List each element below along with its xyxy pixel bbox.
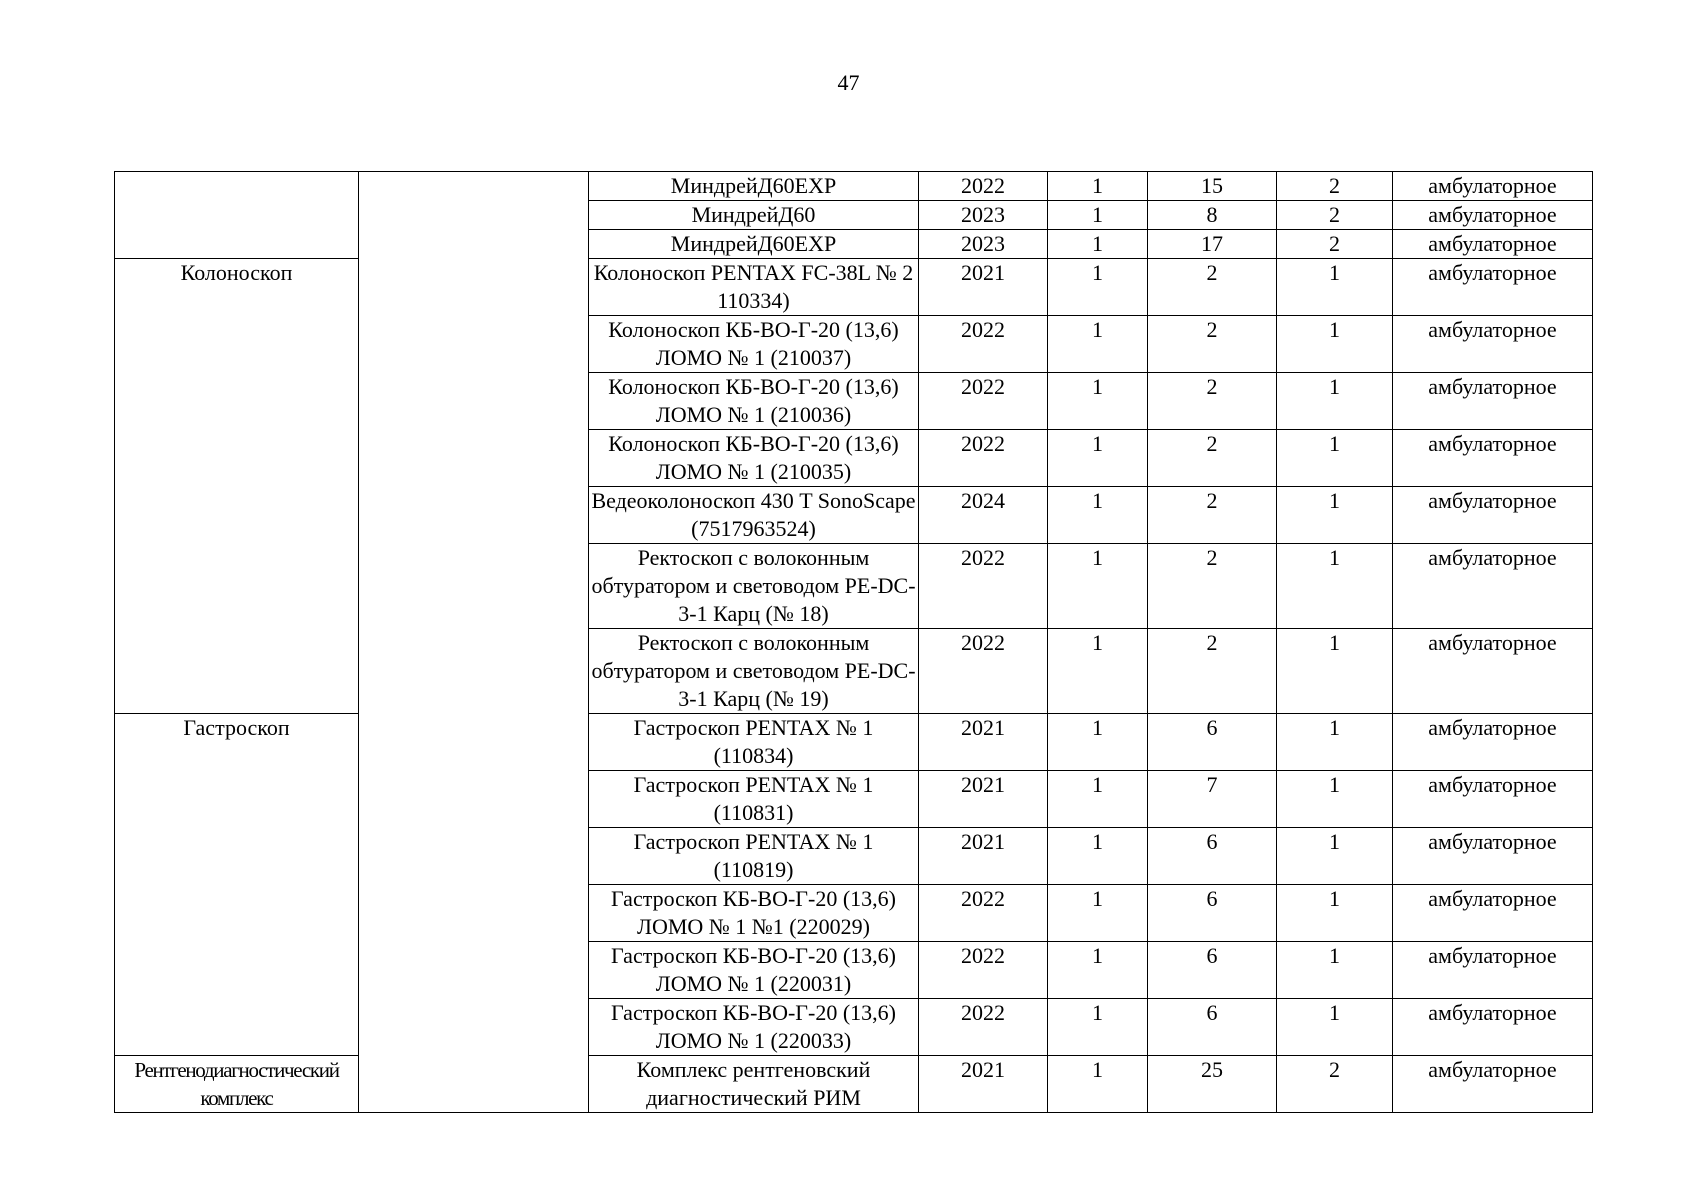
value-cell-1: 15: [1148, 172, 1277, 201]
quantity-cell: 1: [1048, 172, 1148, 201]
equipment-name: Ведеоколоноскоп 430 T SonoScape (7517963524): [589, 487, 919, 544]
equipment-name: Гастроскоп КБ-ВО-Г-20 (13,6) ЛОМО № 1 (220033): [589, 999, 919, 1056]
year-cell: 2022: [919, 942, 1048, 999]
value-cell-1: 2: [1148, 316, 1277, 373]
year-cell: 2022: [919, 885, 1048, 942]
value-cell-1: 6: [1148, 828, 1277, 885]
value-cell-2: 1: [1277, 259, 1393, 316]
year-cell: 2021: [919, 1056, 1048, 1113]
quantity-cell: 1: [1048, 714, 1148, 771]
quantity-cell: 1: [1048, 771, 1148, 828]
value-cell-1: 6: [1148, 714, 1277, 771]
equipment-name: Ректоскоп с волоконным обтуратором и световодом PE-DC-3-1 Карц (№ 19): [589, 629, 919, 714]
quantity-cell: 1: [1048, 999, 1148, 1056]
care-type-cell: амбулаторное: [1393, 373, 1593, 430]
care-type-cell: амбулаторное: [1393, 172, 1593, 201]
equipment-name: Ректоскоп с волоконным обтуратором и световодом PE-DC-3-1 Карц (№ 18): [589, 544, 919, 629]
value-cell-2: 1: [1277, 430, 1393, 487]
category-cell: Колоноскоп: [115, 259, 359, 714]
year-cell: 2022: [919, 316, 1048, 373]
value-cell-1: 6: [1148, 942, 1277, 999]
value-cell-2: 1: [1277, 714, 1393, 771]
value-cell-1: 2: [1148, 373, 1277, 430]
care-type-cell: амбулаторное: [1393, 230, 1593, 259]
year-cell: 2022: [919, 999, 1048, 1056]
care-type-cell: амбулаторное: [1393, 1056, 1593, 1113]
value-cell-1: 2: [1148, 487, 1277, 544]
care-type-cell: амбулаторное: [1393, 544, 1593, 629]
value-cell-2: 1: [1277, 544, 1393, 629]
care-type-cell: амбулаторное: [1393, 430, 1593, 487]
care-type-cell: амбулаторное: [1393, 828, 1593, 885]
equipment-name: МиндрейД60EXP: [589, 230, 919, 259]
quantity-cell: 1: [1048, 201, 1148, 230]
year-cell: 2023: [919, 230, 1048, 259]
quantity-cell: 1: [1048, 885, 1148, 942]
category-cell: Гастроскоп: [115, 714, 359, 1056]
value-cell-2: 1: [1277, 373, 1393, 430]
quantity-cell: 1: [1048, 230, 1148, 259]
category-cell-empty: [115, 172, 359, 259]
equipment-name: Комплекс рентгеновский диагностический РИМ: [589, 1056, 919, 1113]
table-row: [115, 259, 1593, 316]
value-cell-1: 2: [1148, 544, 1277, 629]
year-cell: 2021: [919, 259, 1048, 316]
value-cell-1: 7: [1148, 771, 1277, 828]
quantity-cell: 1: [1048, 942, 1148, 999]
quantity-cell: 1: [1048, 487, 1148, 544]
care-type-cell: амбулаторное: [1393, 201, 1593, 230]
value-cell-2: 2: [1277, 1056, 1393, 1113]
value-cell-1: 6: [1148, 885, 1277, 942]
table-row: [115, 1056, 1593, 1113]
quantity-cell: 1: [1048, 1056, 1148, 1113]
year-cell: 2022: [919, 629, 1048, 714]
quantity-cell: 1: [1048, 629, 1148, 714]
equipment-name: МиндрейД60: [589, 201, 919, 230]
equipment-name: Гастроскоп КБ-ВО-Г-20 (13,6) ЛОМО № 1 (220031): [589, 942, 919, 999]
value-cell-1: 2: [1148, 259, 1277, 316]
value-cell-2: 1: [1277, 629, 1393, 714]
value-cell-2: 2: [1277, 172, 1393, 201]
equipment-name: Гастроскоп PENTAX № 1 (110819): [589, 828, 919, 885]
care-type-cell: амбулаторное: [1393, 487, 1593, 544]
value-cell-1: 17: [1148, 230, 1277, 259]
value-cell-2: 1: [1277, 771, 1393, 828]
year-cell: 2021: [919, 771, 1048, 828]
category-cell: Рентгенодиагностический комплекс: [115, 1056, 359, 1113]
quantity-cell: 1: [1048, 544, 1148, 629]
year-cell: 2022: [919, 172, 1048, 201]
quantity-cell: 1: [1048, 828, 1148, 885]
value-cell-1: 25: [1148, 1056, 1277, 1113]
value-cell-1: 6: [1148, 999, 1277, 1056]
year-cell: 2021: [919, 714, 1048, 771]
value-cell-1: 2: [1148, 430, 1277, 487]
table-row: [115, 714, 1593, 771]
year-cell: 2024: [919, 487, 1048, 544]
care-type-cell: амбулаторное: [1393, 316, 1593, 373]
care-type-cell: амбулаторное: [1393, 714, 1593, 771]
equipment-name: МиндрейД60EXP: [589, 172, 919, 201]
equipment-name: Гастроскоп КБ-ВО-Г-20 (13,6) ЛОМО № 1 №1 (220029): [589, 885, 919, 942]
value-cell-1: 8: [1148, 201, 1277, 230]
value-cell-2: 1: [1277, 999, 1393, 1056]
year-cell: 2022: [919, 544, 1048, 629]
equipment-name: Колоноскоп КБ-ВО-Г-20 (13,6) ЛОМО № 1 (210037): [589, 316, 919, 373]
equipment-name: Колоноскоп PENTAX FC-38L № 2 110334): [589, 259, 919, 316]
care-type-cell: амбулаторное: [1393, 771, 1593, 828]
year-cell: 2022: [919, 373, 1048, 430]
value-cell-2: 1: [1277, 316, 1393, 373]
equipment-table: [114, 171, 1593, 1113]
page-number: 47: [837, 70, 860, 95]
value-cell-2: 1: [1277, 487, 1393, 544]
year-cell: 2022: [919, 430, 1048, 487]
value-cell-2: 2: [1277, 201, 1393, 230]
equipment-name: Гастроскоп PENTAX № 1 (110834): [589, 714, 919, 771]
value-cell-1: 2: [1148, 629, 1277, 714]
year-cell: 2021: [919, 828, 1048, 885]
value-cell-2: 2: [1277, 230, 1393, 259]
care-type-cell: амбулаторное: [1393, 259, 1593, 316]
quantity-cell: 1: [1048, 373, 1148, 430]
value-cell-2: 1: [1277, 885, 1393, 942]
equipment-name: Колоноскоп КБ-ВО-Г-20 (13,6) ЛОМО № 1 (210036): [589, 373, 919, 430]
year-cell: 2023: [919, 201, 1048, 230]
equipment-name: Гастроскоп PENTAX № 1 (110831): [589, 771, 919, 828]
care-type-cell: амбулаторное: [1393, 885, 1593, 942]
equipment-name: Колоноскоп КБ-ВО-Г-20 (13,6) ЛОМО № 1 (210035): [589, 430, 919, 487]
value-cell-2: 1: [1277, 828, 1393, 885]
care-type-cell: амбулаторное: [1393, 942, 1593, 999]
quantity-cell: 1: [1048, 316, 1148, 373]
quantity-cell: 1: [1048, 259, 1148, 316]
empty-column-cell: [359, 172, 589, 1113]
care-type-cell: амбулаторное: [1393, 999, 1593, 1056]
table-row: [115, 172, 1593, 201]
quantity-cell: 1: [1048, 430, 1148, 487]
value-cell-2: 1: [1277, 942, 1393, 999]
care-type-cell: амбулаторное: [1393, 629, 1593, 714]
